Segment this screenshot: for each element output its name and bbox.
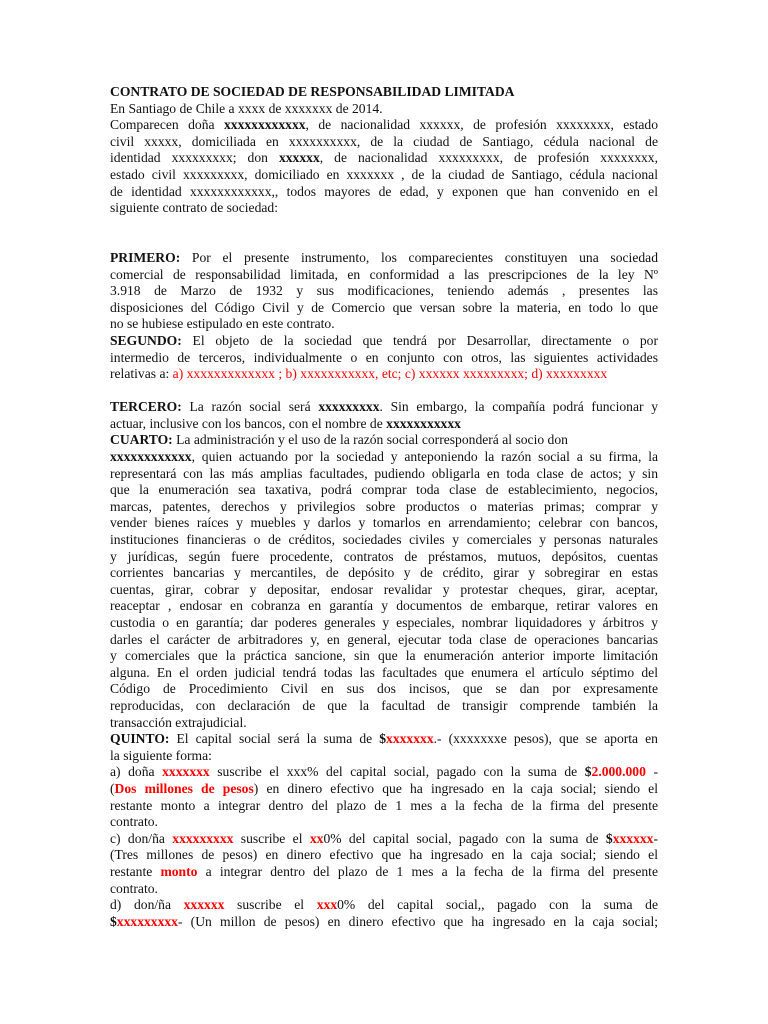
paragraph-gap [110, 383, 658, 400]
text-run: d) don/ña [110, 897, 184, 913]
paragraph-line: contrato. [110, 880, 158, 896]
paragraph-line: intermedio de terceros, individualmente o en conjunto con otros, las siguientes actividades [110, 349, 658, 365]
paragraph-line: darles el carácter de arbitradores y, en general, ejecutar toda clase de operaciones bancarias [110, 631, 658, 647]
clause-quinto [110, 731, 658, 930]
paragraph-line [110, 117, 658, 134]
text-run: La razón social será [181, 399, 319, 415]
paragraph-line: Código de Procedimiento Civil en sus dos incisos, que se dan por expresamente [110, 681, 658, 697]
paragraph-line: 3.918 de Marzo de 1932 y sus modificaciones, teniendo además , presentes las [110, 283, 658, 299]
parties-paragraph [110, 117, 658, 217]
paragraph-line: de identidad xxxxxxxxxxxx,, todos mayores de edad, y exponen que han convenido en el [110, 183, 658, 199]
clause-heading: QUINTO: [110, 731, 170, 747]
text-run: $ [379, 731, 387, 747]
contract-document [110, 84, 658, 930]
text-run: , de nacionalidad xxxxxx, de profesión xxxxxxxx, estado [305, 117, 658, 133]
text-run: - (Un millon de pesos) en dinero efectivo que ha ingresado en la caja social; [177, 913, 658, 929]
text-run: monto [160, 863, 198, 879]
partner-c-name: xxxxxxxxx [172, 830, 234, 846]
text-run: % del capital social,, pagado con la suma de [343, 897, 658, 913]
text-run: identidad xxxxxxxxx; don [110, 150, 279, 166]
clause-heading: TERCERO: [110, 399, 182, 415]
paragraph-line [110, 366, 658, 383]
paragraph-line: que la enumeración sea taxativa, podrá comprar toda clase de establecimiento, negocios, [110, 482, 658, 498]
partner-a-amount-words: Dos millones de pesos [114, 780, 254, 796]
clause-heading: SEGUNDO: [110, 332, 182, 348]
text-run: 0 [337, 897, 344, 913]
text-run: xxxxxxxxxxxx [223, 117, 306, 133]
text-run: xxx [316, 897, 338, 913]
clause-tercero [110, 399, 658, 432]
text-run: ( [110, 780, 115, 796]
text-run: c) don/ña [110, 830, 173, 846]
paragraph-line [110, 250, 658, 267]
paragraph-line [110, 449, 658, 466]
partner-d-name: xxxxxx [183, 897, 225, 913]
paragraph-line [110, 897, 658, 914]
text-run: xxxxxxxxxxx [386, 415, 461, 431]
text-run: El objeto de la sociedad que tendrá por Desarrollar, directamente o por [181, 332, 658, 348]
paragraph-line [110, 333, 658, 350]
text-run: $ [584, 764, 592, 780]
paragraph-line: restante monto a integrar dentro del plazo de 1 mes a la fecha de la firma del presente [110, 797, 658, 813]
text-run: La administración y el uso de la razón social corresponderá al socio don [172, 432, 568, 448]
paragraph-line: corrientes bancarias y mercantiles, de depósito y de crédito, girar y sobregirar en estas [110, 565, 658, 581]
partner-c-amount: xxxxxx [612, 830, 654, 846]
partner-a-name: xxxxxxx [162, 764, 210, 780]
paragraph-line: vender bienes raíces y muebles y darlos y tomarlos en arrendamiento; celebrar con bancos, [110, 515, 658, 531]
text-run: suscribe el [224, 897, 317, 913]
text-run: suscribe el [233, 830, 310, 846]
paragraph-line [110, 914, 658, 931]
paragraph-line: disposiciones del Código Civil y de Comercio que versan sobre la materia, en todo lo que [110, 299, 658, 315]
paragraph-line [110, 764, 658, 781]
partner-d-amount: xxxxxxxxx [116, 913, 178, 929]
paragraph-line [110, 432, 658, 449]
text-run: a) doña [110, 764, 163, 780]
paragraph-line: comercial de responsabilidad limitada, en conformidad a las prescripciones de la ley Nº [110, 266, 658, 282]
paragraph-line [110, 831, 658, 848]
paragraph-gap [110, 217, 658, 234]
text-run: El capital social será la suma de [169, 731, 380, 747]
text-run: Por el presente instrumento, los comparecientes constituyen una sociedad [180, 249, 658, 265]
paragraph-line: no se hubiese estipulado en este contrato. [110, 316, 335, 332]
text-run: - [645, 764, 658, 780]
activities-list: a) xxxxxxxxxxxxx ; b) xxxxxxxxxxx, etc; c) xxxxxx xxxxxxxxx; d) xxxxxxxxx [172, 366, 608, 382]
clause-heading: CUARTO: [110, 432, 173, 448]
text-run: restante [110, 863, 161, 879]
text-run: xxxxxxxxx [318, 399, 380, 415]
paragraph-line: estado civil xxxxxxxxx, domiciliado en xxxxxxx , de la ciudad de Santiago, cédula nacional [110, 166, 658, 182]
text-run: .- (xxxxxxxe pesos), que se aporta en [433, 731, 658, 747]
paragraph-line: representará con las más amplias facultades, pudiendo obligarla en toda clase de actos; y sin [110, 465, 658, 481]
paragraph-line: siguiente contrato de sociedad: [110, 200, 278, 216]
paragraph-line: instituciones financieras o de créditos, sociedades civiles y comerciales y personas naturales [110, 532, 658, 548]
text-run: Comparecen doña [110, 117, 224, 133]
paragraph-line: transacción extrajudicial. [110, 714, 247, 730]
paragraph-line [110, 416, 658, 433]
text-run: , de nacionalidad xxxxxxxxx, de profesión xxxxxxxx, [319, 150, 658, 166]
clause-heading: PRIMERO: [110, 249, 181, 265]
text-run: % del capital social, pagado con la suma de [330, 830, 606, 846]
text-run: . Sin embargo, la compañía podrá funcionar y [379, 399, 658, 415]
paragraph-line [110, 864, 658, 881]
text-run: 0 [323, 830, 331, 846]
clause-primero [110, 250, 658, 333]
paragraph-line: y jurídicas, según fuere procedente, contratos de préstamos, mutuos, depósitos, cuentas [110, 548, 658, 564]
place-date: En Santiago de Chile a xxxx de xxxxxxx de 2014. [110, 100, 383, 116]
paragraph-gap [110, 233, 658, 250]
text-run: ) en dinero efectivo que ha ingresado en la caja social; siendo el [253, 780, 658, 796]
text-run: xxxxxxxxxxxx [110, 449, 192, 465]
paragraph-line: civil xxxxx, domiciliada en xxxxxxxxxx, de la ciudad de Santiago, cédula nacional de [110, 133, 658, 149]
text-run: $ [605, 830, 613, 846]
paragraph-line: alguna. En el orden judicial tendrá todas las facultades que enumera el artículo séptimo del [110, 664, 658, 680]
text-run: relativas a: [110, 366, 173, 382]
paragraph-line: (Tres millones de pesos) en dinero efectivo que ha ingresado en la caja social; siendo el [110, 847, 658, 863]
partner-a-amount: 2.000.000 [591, 764, 646, 780]
paragraph-line: reaceptar , endosar en cobranza en garantía y documentos de embarque, retirar valores en [110, 598, 658, 614]
text-run: - [653, 830, 658, 846]
paragraph-line [110, 399, 658, 416]
clause-segundo [110, 333, 658, 383]
paragraph-line: custodia o en garantía; dar poderes generales y especiales, nombrar liquidadores y árbitros y [110, 615, 658, 630]
paragraph-line [110, 731, 658, 748]
paragraph-line [110, 150, 658, 167]
paragraph-line [110, 781, 658, 798]
document-title: CONTRATO DE SOCIEDAD DE RESPONSABILIDAD LIMITADA [110, 84, 515, 99]
text-run: a integrar dentro del plazo de 1 mes a la fecha de la firma del presente [197, 863, 658, 879]
text-run: actuar, inclusive con los bancos, con el nombre de [110, 415, 387, 431]
text-run: , quien actuando por la sociedad y anteponiendo la razón social a su firma, la [191, 449, 658, 465]
text-run: xxxxxx [278, 150, 320, 166]
paragraph-line: marcas, patentes, derechos y privilegios sobre productos o materias primas; comprar y [110, 498, 658, 514]
paragraph-line: cuentas, girar, cobrar y depositar, endosar revalidar y protestar cheques, girar, aceptar, [110, 581, 658, 597]
paragraph-line: contrato. [110, 814, 158, 830]
paragraph-line: la siguiente forma: [110, 747, 212, 763]
paragraph-line: y comerciales que la práctica sancione, sin que la enumeración anterior importe limitación [110, 648, 658, 664]
clause-cuarto [110, 432, 658, 731]
text-run: xx [309, 830, 324, 846]
capital-amount: xxxxxxx [386, 731, 434, 747]
text-run: suscribe el xxx% del capital social, pagado con la suma de [209, 764, 585, 780]
text-run: $ [110, 913, 117, 929]
paragraph-line: reproducidas, con declaración de que la facultad de transigir comprende también la [110, 697, 658, 713]
